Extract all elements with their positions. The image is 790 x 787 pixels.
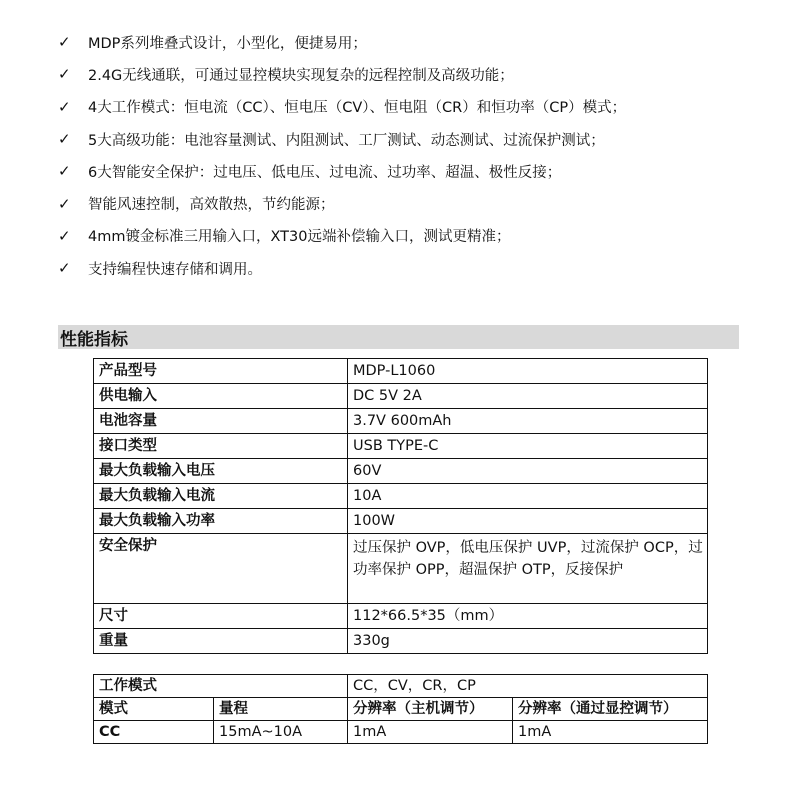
mode-table: [93, 674, 708, 744]
spec-label: 接口类型: [94, 434, 348, 459]
column-header: 分辨率（主机调节）: [348, 698, 513, 721]
section-header: [58, 325, 739, 349]
spec-label: 尺寸: [94, 604, 348, 629]
feature-item: [58, 91, 626, 123]
spec-row: [94, 509, 708, 534]
spec-label: 产品型号: [94, 359, 348, 384]
feature-text: 5大高级功能：电池容量测试、内阻测试、工厂测试、动态测试、过流保护测试；: [88, 132, 605, 149]
feature-text: 智能风速控制，高效散热，节约能源；: [88, 197, 335, 214]
spec-row: [94, 409, 708, 434]
resolution-display-cell: 1mA: [513, 721, 708, 744]
spec-label: 电池容量: [94, 409, 348, 434]
spec-label: 最大负载输入功率: [94, 509, 348, 534]
column-header: 模式: [94, 698, 214, 721]
spec-row: [94, 604, 708, 629]
resolution-host-cell: 1mA: [348, 721, 513, 744]
mode-summary-row: [94, 675, 708, 698]
checkmark-icon: ✓: [58, 226, 71, 245]
spec-value: 3.7V 600mAh: [348, 409, 708, 434]
mode-label: 工作模式: [94, 675, 348, 698]
checkmark-icon: ✓: [58, 194, 71, 213]
checkmark-icon: ✓: [58, 162, 71, 181]
spec-label: 重量: [94, 629, 348, 654]
section-title: 性能指标: [60, 329, 128, 350]
spec-row: [94, 384, 708, 409]
spec-row: [94, 534, 708, 604]
mode-value: CC，CV，CR，CP: [348, 675, 708, 698]
feature-item: [58, 155, 626, 187]
table-row: [94, 721, 708, 744]
spec-label: 最大负载输入电压: [94, 459, 348, 484]
feature-item: [58, 220, 626, 252]
spec-value: USB TYPE-C: [348, 434, 708, 459]
spec-value: 10A: [348, 484, 708, 509]
checkmark-icon: ✓: [58, 259, 71, 278]
column-header: 分辨率（通过显控调节）: [513, 698, 708, 721]
checkmark-icon: ✓: [58, 65, 71, 84]
range-cell: 15mA~10A: [214, 721, 348, 744]
feature-item: [58, 58, 626, 90]
feature-text: 6大智能安全保护：过电压、低电压、过电流、过功率、超温、极性反接；: [88, 164, 562, 181]
spec-value: 330g: [348, 629, 708, 654]
spec-value: 过压保护 OVP，低电压保护 UVP，过流保护 OCP，过功率保护 OPP，超温保护 OTP，反接保护: [348, 534, 708, 604]
feature-text: MDP系列堆叠式设计，小型化，便捷易用；: [88, 35, 367, 52]
spec-table: [93, 358, 708, 654]
spec-value: 100W: [348, 509, 708, 534]
feature-list: [58, 26, 626, 284]
spec-value: 60V: [348, 459, 708, 484]
spec-row: [94, 484, 708, 509]
mode-cell: CC: [94, 721, 214, 744]
spec-row: [94, 359, 708, 384]
checkmark-icon: ✓: [58, 33, 71, 52]
spec-row: [94, 459, 708, 484]
feature-item: [58, 252, 626, 284]
feature-text: 2.4G无线通联，可通过显控模块实现复杂的远程控制及高级功能；: [88, 67, 514, 84]
mode-header-row: [94, 698, 708, 721]
feature-item: [58, 187, 626, 219]
spec-value: DC 5V 2A: [348, 384, 708, 409]
checkmark-icon: ✓: [58, 97, 71, 116]
feature-text: 4大工作模式：恒电流（CC）、恒电压（CV）、恒电阻（CR）和恒功率（CP）模式；: [88, 100, 627, 117]
feature-text: 支持编程快速存储和调用。: [88, 261, 262, 278]
checkmark-icon: ✓: [58, 130, 71, 149]
spec-row: [94, 434, 708, 459]
spec-label: 最大负载输入电流: [94, 484, 348, 509]
spec-value: MDP-L1060: [348, 359, 708, 384]
spec-row: [94, 629, 708, 654]
feature-item: [58, 123, 626, 155]
feature-item: [58, 26, 626, 58]
feature-text: 4mm镀金标准三用输入口，XT30远端补偿输入口，测试更精准；: [88, 229, 511, 246]
spec-label: 供电输入: [94, 384, 348, 409]
column-header: 量程: [214, 698, 348, 721]
spec-label: 安全保护: [94, 534, 348, 604]
spec-value: 112*66.5*35（mm）: [348, 604, 708, 629]
